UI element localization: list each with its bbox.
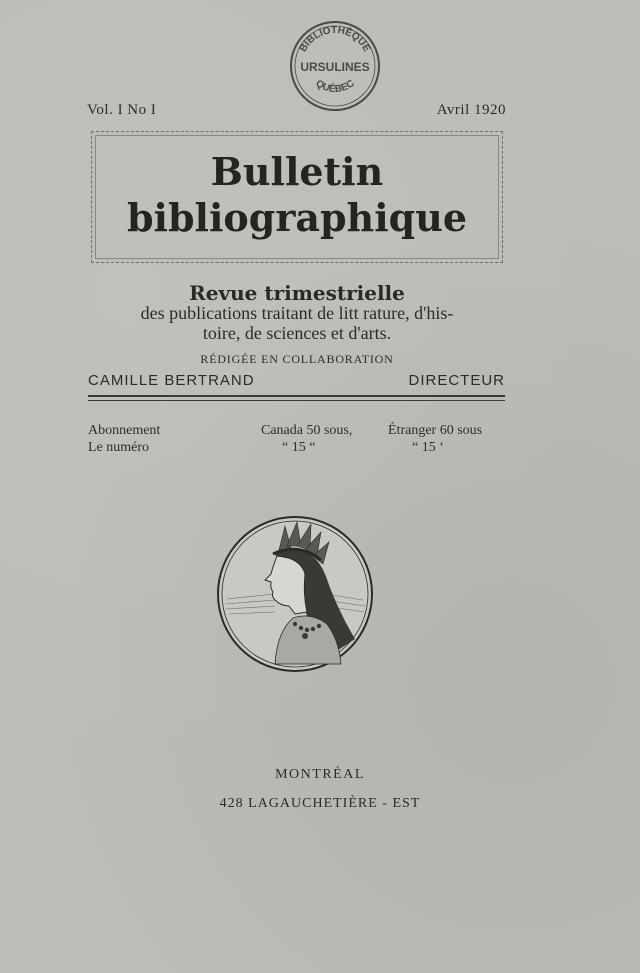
title-line-1: Bulletin xyxy=(210,149,384,194)
divider-thin xyxy=(88,400,505,401)
editor-role: DIRECTEUR xyxy=(408,372,505,389)
subscription-label: Abonnement xyxy=(88,423,161,438)
divider-thick xyxy=(88,395,505,397)
title-line-2: bibliographique xyxy=(126,195,467,240)
subtitle: Revue trimestrielle xyxy=(189,281,405,305)
description-line-2: toire, de sciences et d'arts. xyxy=(202,323,392,343)
stamp-bottom-text: QUÉBEC xyxy=(313,78,357,96)
single-issue-label: Le numéro xyxy=(88,440,150,455)
description-line-1: des publications traitant de litt rature, d'his- xyxy=(140,303,454,323)
stamp-top-text: BIBLIOTHÈQUE xyxy=(297,24,373,54)
stamp-middle-text: URSULINES xyxy=(300,60,370,74)
subscription-foreign: Étranger 60 sous xyxy=(388,423,483,438)
library-stamp xyxy=(288,19,382,113)
svg-text:QUÉBEC xyxy=(314,78,357,95)
single-issue-foreign: “ 15 ‘ xyxy=(412,440,444,455)
publication-address: 428 LAGAUCHETIÈRE - EST xyxy=(219,796,421,811)
issue-date: Avril 1920 xyxy=(436,102,506,118)
portrait-medallion xyxy=(215,514,375,674)
publication-city: MONTRÉAL xyxy=(275,767,365,782)
subscription-canada: Canada 50 sous, xyxy=(261,423,353,438)
volume-number: Vol. I No I xyxy=(87,102,157,118)
collaboration-note: RÉDIGÉE EN COLLABORATION xyxy=(200,352,394,366)
single-issue-canada: “ 15 “ xyxy=(282,440,316,455)
editor-name: CAMILLE BERTRAND xyxy=(88,372,255,389)
